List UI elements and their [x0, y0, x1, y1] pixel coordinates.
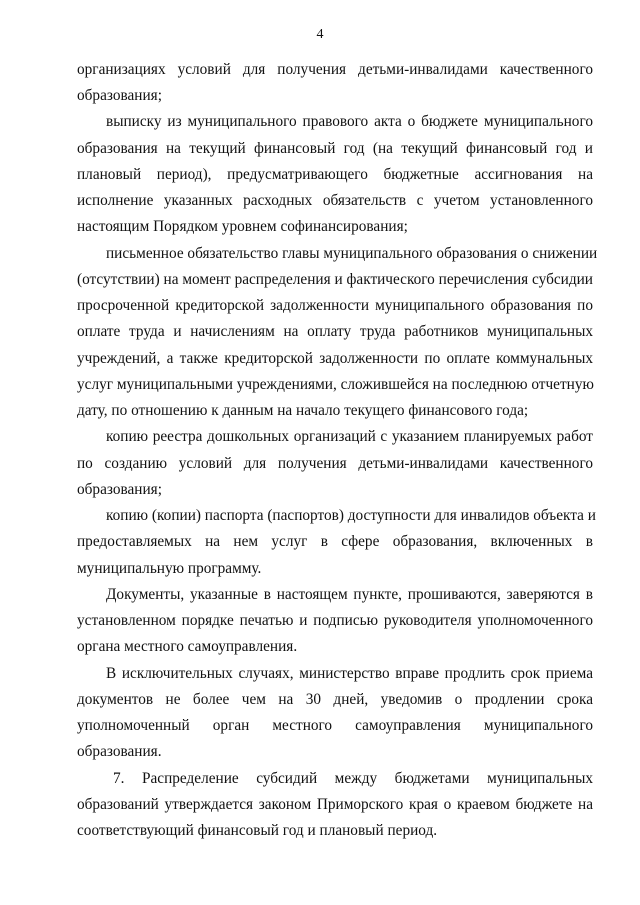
text-line: соответствующий финансовый год и плановый период. — [77, 822, 438, 839]
text-line: исполнение указанных расходных обязательств с учетом установленного — [77, 192, 593, 209]
text-line: муниципальную программу. — [77, 560, 262, 577]
text-line: установленном порядке печатью и подписью руководителя уполномоченного — [77, 612, 593, 629]
paragraph-first-line: копию реестра дошкольных организаций с указанием планируемых работ — [106, 428, 593, 445]
text-line: образований утверждается законом Приморского края о краевом бюджете на — [77, 796, 593, 813]
text-line: настоящим Порядком уровнем софинансирования; — [77, 218, 408, 235]
text-line: учреждений, а также кредиторской задолженности по оплате коммунальных — [77, 350, 593, 367]
paragraph-first-line: письменное обязательство главы муниципального образования о снижении — [106, 245, 598, 262]
page-number: 4 — [316, 27, 324, 42]
text-line: образования; — [77, 87, 162, 104]
text-line: плановый период), предусматривающего бюджетные ассигнования на — [77, 166, 593, 183]
text-line: оплате труда и начислениям на оплату труда работников муниципальных — [77, 323, 593, 340]
text-line: организациях условий для получения детьми-инвалидами качественного — [77, 61, 593, 78]
text-line: документов не более чем на 30 дней, уведомив о продлении срока — [77, 691, 593, 708]
paragraph-first-line: В исключительных случаях, министерство вправе продлить срок приема — [106, 665, 593, 682]
text-line: дату, по отношению к данным на начало текущего финансового года; — [77, 402, 529, 419]
paragraph-first-line: копию (копии) паспорта (паспортов) доступности для инвалидов объекта и — [106, 507, 596, 524]
text-line: (отсутствии) на момент распределения и фактического перечисления субсидии — [77, 271, 593, 288]
text-line: услуг муниципальными учреждениями, сложившейся на последнюю отчетную — [77, 376, 594, 393]
text-line: уполномоченный орган местного самоуправления муниципального — [77, 717, 593, 734]
paragraph-first-line: 7. Распределение субсидий между бюджетами муниципальных — [113, 770, 593, 787]
text-line: образования на текущий финансовый год (на текущий финансовый год и — [77, 140, 593, 157]
text-line: образования; — [77, 481, 162, 498]
paragraph-first-line: выписку из муниципального правового акта о бюджете муниципального — [106, 113, 593, 130]
text-line: образования. — [77, 743, 162, 760]
paragraph-first-line: Документы, указанные в настоящем пункте, прошиваются, заверяются в — [106, 586, 593, 603]
text-line: предоставляемых на нем услуг в сфере образования, включенных в — [77, 533, 593, 550]
text-line: просроченной кредиторской задолженности муниципального образования по — [77, 297, 593, 314]
text-line: органа местного самоуправления. — [77, 638, 298, 655]
text-line: по созданию условий для получения детьми-инвалидами качественного — [77, 455, 593, 472]
